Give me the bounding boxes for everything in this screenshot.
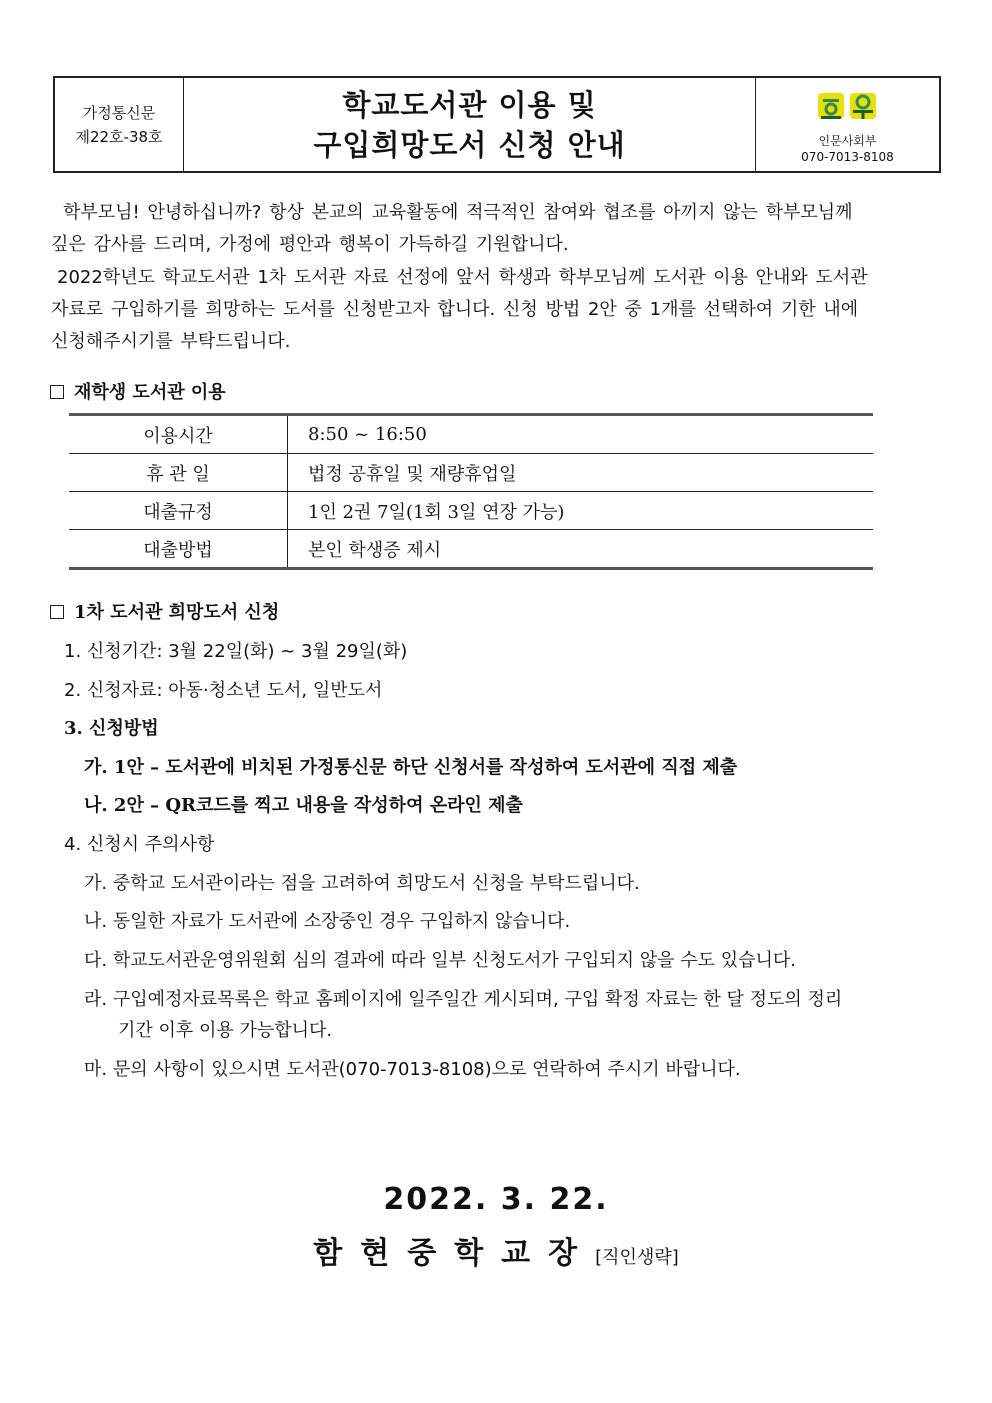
table-row bbox=[69, 454, 873, 492]
department-name: 인문사회부 bbox=[818, 134, 877, 148]
row-value: 법정 공휴일 및 재량휴업일 bbox=[288, 454, 874, 492]
intro-paragraph-1 bbox=[51, 197, 943, 261]
request-materials: 2. 신청자료: 아동·청소년 도서, 일반도서 bbox=[64, 680, 383, 701]
intro-p1-line1: 학부모님! 안녕하십니까? 항상 본교의 교육활동에 적극적인 참여와 협조를 아끼지 않는 학부모님께 bbox=[63, 202, 853, 223]
newsletter-info bbox=[55, 78, 184, 171]
library-use-table bbox=[69, 413, 873, 570]
checkbox-icon bbox=[50, 605, 64, 619]
precaution-c: 다. 학교도서관운영위원회 심의 결과에 따라 일부 신청도서가 구입되지 않을 수도 있습니다. bbox=[84, 950, 797, 971]
document-title bbox=[184, 78, 756, 171]
intro-p2-line3: 신청해주시기를 부탁드립니다. bbox=[51, 331, 291, 352]
precaution-a: 가. 중학교 도서관이라는 점을 고려하여 희망도서 신청을 부탁드립니다. bbox=[84, 873, 640, 894]
school-logo-icon bbox=[816, 89, 880, 123]
row-label: 휴 관 일 bbox=[69, 454, 288, 492]
row-label: 대출규정 bbox=[69, 492, 288, 530]
department-info bbox=[756, 78, 939, 171]
row-value: 1인 2권 7일(1회 3일 연장 가능) bbox=[288, 492, 874, 530]
table-row bbox=[69, 415, 873, 454]
precaution-d-line1: 라. 구입예정자료목록은 학교 홈페이지에 일주일간 게시되며, 구입 확정 자료는 한 달 정도의 정리 bbox=[84, 989, 843, 1010]
newsletter-number: 제22호-38호 bbox=[75, 127, 163, 146]
intro-p2-line1: 2022학년도 학교도서관 1차 도서관 자료 선정에 앞서 학생과 학부모님께 도서관 이용 안내와 도서관 bbox=[57, 267, 868, 288]
table-row bbox=[69, 492, 873, 530]
precaution-b: 나. 동일한 자료가 도서관에 소장중인 경우 구입하지 않습니다. bbox=[84, 911, 571, 932]
precautions-heading: 4. 신청시 주의사항 bbox=[64, 834, 215, 855]
department-phone: 070-7013-8108 bbox=[801, 150, 894, 164]
row-value: 본인 학생증 제시 bbox=[288, 530, 874, 569]
checkbox-icon bbox=[50, 385, 64, 399]
row-label: 이용시간 bbox=[69, 415, 288, 454]
request-method-option-1: 가. 1안 – 도서관에 비치된 가정통신문 하단 신청서를 작성하여 도서관에 직접 제출 bbox=[84, 757, 738, 778]
request-method-option-2: 나. 2안 – QR코드를 찍고 내용을 작성하여 온라인 제출 bbox=[84, 795, 523, 816]
table-row bbox=[69, 530, 873, 569]
row-label: 대출방법 bbox=[69, 530, 288, 569]
intro-paragraph-2 bbox=[51, 262, 943, 358]
request-period: 1. 신청기간: 3월 22일(화) ~ 3월 29일(화) bbox=[64, 641, 408, 662]
precaution-e: 마. 문의 사항이 있으시면 도서관(070-7013-8108)으로 연락하여 주시기 바랍니다. bbox=[84, 1059, 741, 1080]
title-line-2: 구입희망도서 신청 안내 bbox=[313, 127, 626, 162]
row-value: 8:50 ~ 16:50 bbox=[288, 415, 874, 454]
newsletter-type: 가정통신문 bbox=[82, 103, 156, 122]
intro-p1-line2: 깊은 감사를 드리며, 가정에 평안과 행복이 가득하길 기원합니다. bbox=[51, 234, 569, 255]
signer bbox=[0, 1228, 992, 1272]
signer-name: 함현중학교장 bbox=[313, 1236, 596, 1271]
title-line-1: 학교도서관 이용 및 bbox=[342, 87, 597, 122]
section-library-use-title: 재학생 도서관 이용 bbox=[50, 378, 226, 404]
section-request-title: 1차 도서관 희망도서 신청 bbox=[50, 598, 279, 624]
seal-note: [직인생략] bbox=[595, 1247, 679, 1268]
request-method-heading: 3. 신청방법 bbox=[64, 718, 159, 739]
issue-date: 2022. 3. 22. bbox=[383, 1182, 609, 1217]
intro-p2-line2: 자료로 구입하기를 희망하는 도서를 신청받고자 합니다. 신청 방법 2안 중 1개를 선택하여 기한 내에 bbox=[51, 299, 859, 320]
precaution-d-line2: 기간 이후 이용 가능합니다. bbox=[118, 1020, 333, 1041]
header-box bbox=[53, 76, 941, 173]
